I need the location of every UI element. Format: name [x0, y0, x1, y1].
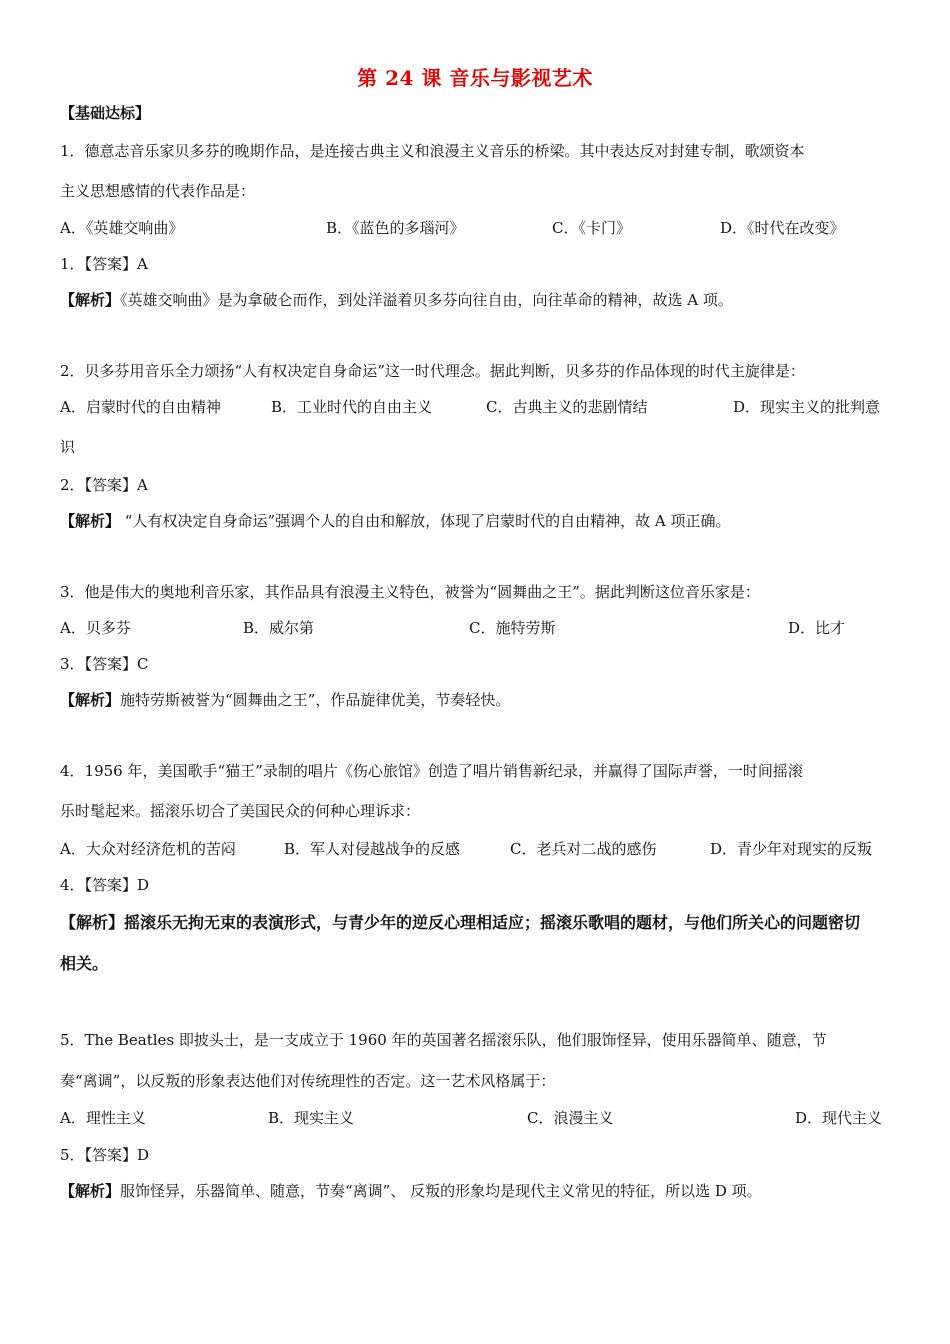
question-2-option-c: C．古典主义的悲剧情结 — [486, 398, 648, 416]
question-4-option-d: D．青少年对现实的反叛 — [710, 840, 873, 858]
question-3-option-c: C．施特劳斯 — [469, 619, 556, 637]
question-1-option-b: B．《蓝色的多瑙河》 — [326, 219, 465, 237]
question-1-option-c: C．《卡门》 — [552, 219, 631, 237]
question-4-option-b: B．军人对侵越战争的反感 — [284, 840, 461, 858]
analysis-label: 【解析】 — [60, 512, 121, 530]
question-3-analysis — [60, 689, 510, 711]
analysis-text: 服饰怪异，乐器简单、随意，节奏“离调”、 反叛的形象均是现代主义常见的特征，所以选 D 项。 — [120, 1182, 762, 1200]
question-5-option-b: B．现实主义 — [268, 1109, 355, 1127]
page-title: 第 24 课 音乐与影视艺术 — [357, 66, 593, 90]
question-4-analysis-line-2: 相关。 — [60, 954, 109, 973]
analysis-text: 《英雄交响曲》是为拿破仑而作，到处洋溢着贝多芬向往自由，向往革命的精神，故选 A 项。 — [120, 291, 733, 309]
question-1-stem-line-1: 1．德意志音乐家贝多芬的晚期作品，是连接古典主义和浪漫主义音乐的桥梁。其中表达反对封建专制，歌颂资本 — [60, 142, 805, 160]
question-2-option-a: A．启蒙时代的自由精神 — [60, 398, 221, 416]
question-3-option-a: A．贝多芬 — [60, 619, 131, 637]
question-2-stem-line-1: 2．贝多芬用音乐全力颂扬“人有权决定自身命运”这一时代理念。据此判断，贝多芬的作品体现的时代主旋律是： — [60, 362, 805, 380]
analysis-text: 摇滚乐无拘无束的表演形式，与青少年的逆反心理相适应；摇滚乐歌唱的题材，与他们所关心的问题密切 — [124, 913, 861, 932]
analysis-label: 【解析】 — [60, 1182, 121, 1200]
question-4-stem-line-1: 4．1956 年，美国歌手“猫王”录制的唱片《伤心旅馆》创造了唱片销售新纪录，并赢得了国际声誉，一时间摇滚 — [60, 762, 803, 780]
question-4-stem-line-2: 乐时髦起来。摇滚乐切合了美国民众的何种心理诉求： — [60, 802, 421, 820]
question-3-option-d: D．比才 — [788, 619, 846, 637]
question-4-answer: 4．【答案】D — [60, 876, 150, 894]
question-2-analysis — [60, 510, 731, 532]
question-5-analysis — [60, 1180, 762, 1202]
question-5-answer: 5．【答案】D — [60, 1146, 150, 1164]
question-5-option-c: C．浪漫主义 — [527, 1109, 614, 1127]
question-4-option-a: A．大众对经济危机的苦闷 — [60, 840, 236, 858]
analysis-text: 施特劳斯被誉为“圆舞曲之王”，作品旋律优美，节奏轻快。 — [120, 691, 511, 709]
question-2-option-d-wrap: 识 — [60, 438, 76, 456]
question-4-analysis-line-1 — [60, 912, 860, 934]
question-1-analysis — [60, 289, 733, 311]
question-4-option-c: C．老兵对二战的感伤 — [510, 840, 657, 858]
analysis-text: “人有权决定自身命运”强调个人的自由和解放，体现了启蒙时代的自由精神，故 A 项正确。 — [120, 512, 731, 530]
question-2-answer: 2．【答案】A — [60, 476, 148, 494]
question-5-stem-line-1: 5．The Beatles 即披头士，是一支成立于 1960 年的英国著名摇滚乐队，他们服饰怪异，使用乐器简单、随意，节 — [60, 1031, 827, 1049]
analysis-label: 【解析】 — [60, 913, 125, 932]
question-1-answer: 1．【答案】A — [60, 255, 148, 273]
analysis-label: 【解析】 — [60, 691, 121, 709]
question-3-answer: 3．【答案】C — [60, 655, 149, 673]
question-1-stem-line-2: 主义思想感情的代表作品是： — [60, 182, 256, 200]
section-heading: 【基础达标】 — [60, 104, 151, 122]
question-5-option-d: D．现代主义 — [795, 1109, 883, 1127]
question-3-stem-line-1: 3．他是伟大的奥地利音乐家，其作品具有浪漫主义特色，被誉为“圆舞曲之王”。据此判断这位音乐家是： — [60, 583, 760, 601]
question-5-stem-line-2: 奏“离调”，以反叛的形象表达他们对传统理性的否定。这一艺术风格属于： — [60, 1072, 556, 1090]
question-1-option-a: A．《英雄交响曲》 — [60, 219, 184, 237]
question-2-option-d: D．现实主义的批判意 — [733, 398, 881, 416]
question-3-option-b: B．威尔第 — [243, 619, 315, 637]
question-1-option-d: D．《时代在改变》 — [720, 219, 845, 237]
question-2-option-b: B．工业时代的自由主义 — [271, 398, 433, 416]
analysis-label: 【解析】 — [60, 291, 121, 309]
question-5-option-a: A．理性主义 — [60, 1109, 146, 1127]
